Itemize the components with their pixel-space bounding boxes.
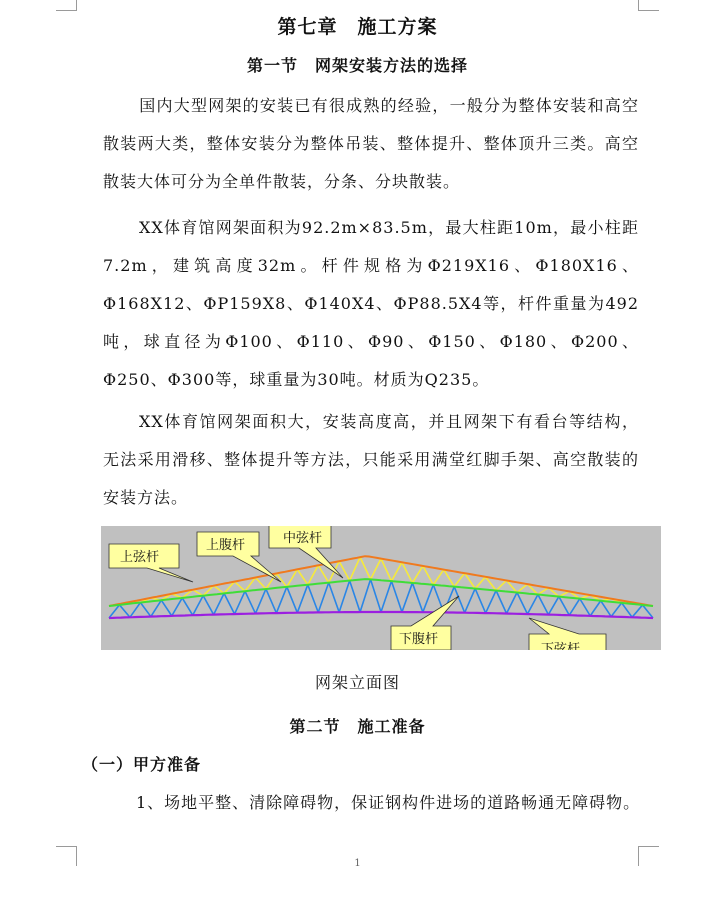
lower-web-member <box>224 593 234 614</box>
upper-web-member <box>538 588 548 595</box>
callout-upper-web <box>197 532 281 582</box>
chapter-title: 第七章 施工方案 <box>277 16 438 38</box>
lower-web-member <box>235 591 245 614</box>
section-title: 第二节 施工准备 <box>289 717 426 736</box>
lower-web-member <box>590 601 600 616</box>
paragraph: XX体育馆网架面积为92.2m×83.5m，最大柱距10m，最小柱距7.2m，建筑高度32m。杆件规格为Φ219X16、Φ180X16、Φ168X12、ΦP159X8、Φ140X4、ΦP88.5X4等，杆件重量为492吨，球直径为Φ100、Φ110、Φ90、Φ150、Φ180、Φ200、Φ250、Φ300等，球重量为30吨。材质为Q235。 <box>103 218 639 389</box>
corner-mark-tl <box>76 0 77 10</box>
lower-web-member <box>611 603 621 617</box>
lower-web-member <box>371 579 381 612</box>
corner-mark-br <box>638 846 659 847</box>
lower-web-member <box>297 585 307 613</box>
paragraph: 国内大型网架的安装已有很成熟的经验，一般分为整体安装和高空散装两大类，整体安装分为整体吊装、整体提升、整体顶升三类。高空散装大体可分为全单件散装，分条、分块散装。 <box>103 96 639 191</box>
upper-web-member <box>391 562 401 581</box>
lower-web-member <box>538 595 548 615</box>
upper-web-member <box>255 578 265 589</box>
corner-mark-bl <box>56 846 77 847</box>
lower-web-member <box>130 603 140 618</box>
callout-label: 下腹杆 <box>399 632 439 647</box>
lower-web-member <box>172 598 182 616</box>
section-title: 第一节 网架安装方法的选择 <box>246 56 468 75</box>
lower-web-member <box>632 605 642 617</box>
lower-web-member <box>402 583 412 612</box>
lower-web-member <box>255 589 265 614</box>
corner-mark-tr <box>638 10 659 11</box>
corner-mark-tl <box>56 10 77 11</box>
lower-web-member <box>423 585 433 612</box>
lower-web-member <box>643 605 653 618</box>
lower-web-member <box>559 597 569 616</box>
lower-web-member <box>140 603 150 617</box>
lower-web-member <box>214 593 224 614</box>
truss-elevation-figure <box>101 526 661 650</box>
lower-web-member <box>507 593 517 614</box>
lower-web-member <box>527 595 537 614</box>
lower-web-member <box>339 581 349 613</box>
lower-web-member <box>486 591 496 614</box>
upper-web-member <box>318 565 328 582</box>
upper-web-member <box>381 559 391 582</box>
upper-web-member <box>412 566 422 583</box>
callout-lower-chord <box>529 618 606 650</box>
lower-web-member <box>151 600 161 616</box>
callout-label: 上弦杆 <box>120 550 160 565</box>
lower-web-member <box>475 589 485 614</box>
callout-label: 中弦杆 <box>283 531 323 546</box>
lower-web-member <box>622 603 632 617</box>
page-number: 1 <box>354 858 361 869</box>
callout-middle-chord <box>269 526 343 578</box>
lower-web-member <box>203 596 213 615</box>
lower-web-member <box>360 579 370 612</box>
lower-web-member <box>287 587 297 613</box>
lower-web-member <box>161 600 171 616</box>
lower-web-member <box>318 583 328 613</box>
upper-web-member <box>350 557 360 580</box>
lower-web-member <box>381 581 391 612</box>
lower-web-member <box>276 587 286 613</box>
upper-web-member <box>402 562 412 583</box>
figure-caption: 网架立面图 <box>314 673 400 692</box>
lower-web-member <box>245 591 255 613</box>
lower-web-member <box>308 585 318 613</box>
upper-web-member <box>297 569 307 584</box>
callout-label: 上腹杆 <box>206 538 246 553</box>
truss-diagram <box>101 526 661 650</box>
upper-web-member <box>235 582 245 592</box>
upper-web-member <box>517 584 527 592</box>
paragraph: XX体育馆网架面积大，安装高度高，并且网架下有看台等结构，无法采用滑移、整体提升等方法，只能采用满堂红脚手架、高空散装的安装方法。 <box>103 412 639 507</box>
lower-web-member <box>329 583 339 613</box>
lower-web-member <box>496 591 506 614</box>
lower-web-member <box>601 601 611 617</box>
list-item: 1、场地平整、清除障碍物，保证钢构件进场的道路畅通无障碍物。 <box>136 793 641 812</box>
lower-web-member <box>580 599 590 616</box>
upper-web-member <box>454 573 464 586</box>
lower-web-member <box>182 598 192 615</box>
upper-web-member <box>193 590 203 596</box>
lower-web-member <box>412 583 422 612</box>
callout-upper-chord <box>109 544 193 582</box>
lower-web-member <box>465 589 475 613</box>
lower-web-member <box>119 605 129 617</box>
lower-web-member <box>569 599 579 616</box>
lower-web-member <box>350 581 360 612</box>
upper-web-member <box>308 565 318 584</box>
upper-web-member <box>371 559 381 580</box>
upper-web-member <box>496 580 506 590</box>
upper-web-member <box>360 557 370 579</box>
callout-label: 下弦杆 <box>541 642 581 650</box>
upper-web-member <box>475 577 485 589</box>
lower-web-member <box>391 581 401 612</box>
lower-web-member <box>548 597 558 615</box>
upper-web-member <box>433 570 443 585</box>
corner-mark-tr <box>638 0 639 10</box>
subsection-title: （一）甲方准备 <box>82 755 202 774</box>
lower-web-member <box>193 596 203 616</box>
upper-web-member <box>339 561 349 580</box>
upper-web-member <box>214 586 224 594</box>
lower-web-member <box>517 593 527 615</box>
callout-lower-web <box>391 596 459 650</box>
upper-web-member <box>423 566 433 585</box>
lower-web-member <box>266 589 276 613</box>
